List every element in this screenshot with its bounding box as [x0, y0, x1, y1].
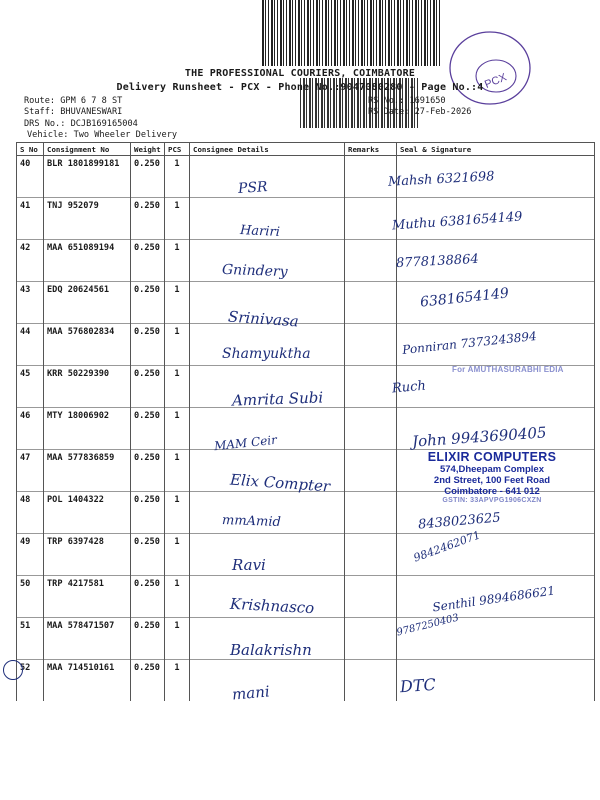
- cell-pcs: 1: [165, 492, 190, 534]
- table-row: [17, 660, 595, 702]
- cell-consignment: MAA 577836859: [44, 450, 131, 492]
- cell-weight: 0.250: [131, 450, 165, 492]
- table-header-row: [17, 143, 595, 156]
- col-pcs: PCS: [165, 143, 190, 156]
- cell-consignment: TNJ 952079: [44, 198, 131, 240]
- signature-handwriting: Muthu 6381654149: [391, 209, 523, 234]
- cell-pcs: 1: [165, 240, 190, 282]
- cell-consignee: [190, 534, 345, 576]
- cell-consignment: MAA 651089194: [44, 240, 131, 282]
- cell-weight: 0.250: [131, 618, 165, 660]
- col-sno: S No: [17, 143, 44, 156]
- cell-remarks: [345, 366, 397, 408]
- elixir-stamp-gst: GSTIN: 33APVPG1906CXZN: [442, 497, 542, 504]
- cell-pcs: 1: [165, 198, 190, 240]
- cell-weight: 0.250: [131, 660, 165, 702]
- cell-sno: 42: [17, 240, 44, 282]
- cell-remarks: [345, 660, 397, 702]
- cell-consignment: TRP 6397428: [44, 534, 131, 576]
- cell-remarks: [345, 576, 397, 618]
- cell-consignment: POL 1404322: [44, 492, 131, 534]
- consignee-handwriting: Hariri: [239, 222, 281, 241]
- cell-sno: 43: [17, 282, 44, 324]
- cell-weight: 0.250: [131, 156, 165, 198]
- col-consignee: Consignee Details: [190, 143, 345, 156]
- cell-sno: 48: [17, 492, 44, 534]
- signature-handwriting: 9842462071: [411, 528, 483, 565]
- cell-weight: 0.250: [131, 534, 165, 576]
- cell-pcs: 1: [165, 576, 190, 618]
- cell-pcs: 1: [165, 450, 190, 492]
- cell-consignment: MAA 714510161: [44, 660, 131, 702]
- rs-number: RS No.: 1691650: [368, 96, 446, 106]
- cell-consignment: MAA 576802834: [44, 324, 131, 366]
- route-label: Route: GPM 6 7 8 ST: [24, 96, 123, 106]
- cell-remarks: [345, 198, 397, 240]
- cell-sno: 50: [17, 576, 44, 618]
- amuthasurabhi-stamp: For AMUTHASURABHI EDIA: [452, 365, 564, 374]
- consignee-handwriting: Gnindery: [221, 261, 288, 281]
- table-row: [17, 534, 595, 576]
- col-remarks: Remarks: [345, 143, 397, 156]
- consignee-handwriting: Srinivasa: [227, 307, 300, 331]
- elixir-computers-stamp: [412, 450, 572, 504]
- cell-consignment: BLR 1801899181: [44, 156, 131, 198]
- signature-handwriting: 8778138864: [395, 251, 480, 272]
- cell-consignment: KRR 50229390: [44, 366, 131, 408]
- cell-weight: 0.250: [131, 324, 165, 366]
- elixir-stamp-name: ELIXIR COMPUTERS: [427, 450, 557, 464]
- runsheet-subtitle: Delivery Runsheet - PCX - Phone No.:9047080280 - Page No.:4: [116, 82, 484, 93]
- drs-label: DRS No.: DCJB169165004: [24, 119, 138, 129]
- consignee-handwriting: PSR: [237, 178, 269, 198]
- table-row: [17, 240, 595, 282]
- rs-date: RS Date: 27-Feb-2026: [368, 107, 472, 117]
- cell-sno: 52: [17, 660, 44, 702]
- cell-pcs: 1: [165, 408, 190, 450]
- vehicle-label: Vehicle: Two Wheeler Delivery: [27, 130, 178, 140]
- cell-weight: 0.250: [131, 408, 165, 450]
- signature-handwriting: Ruch: [391, 378, 427, 397]
- cell-consignment: MAA 578471507: [44, 618, 131, 660]
- cell-pcs: 1: [165, 660, 190, 702]
- consignee-handwriting: Ravi: [232, 556, 266, 574]
- signature-handwriting: Senthil 9894686621: [431, 583, 556, 615]
- company-title: THE PROFESSIONAL COURIERS, COIMBATORE: [184, 68, 416, 79]
- cell-weight: 0.250: [131, 198, 165, 240]
- cell-pcs: 1: [165, 618, 190, 660]
- cell-remarks: [345, 240, 397, 282]
- staff-label: Staff: BHUVANESWARI: [24, 107, 123, 117]
- signature-handwriting: John 9943690405: [411, 423, 548, 451]
- signature-handwriting: 8438023625: [417, 510, 502, 533]
- barcode-top: [262, 0, 440, 66]
- cell-pcs: 1: [165, 366, 190, 408]
- cell-pcs: 1: [165, 282, 190, 324]
- cell-weight: 0.250: [131, 240, 165, 282]
- cell-remarks: [345, 408, 397, 450]
- cell-weight: 0.250: [131, 366, 165, 408]
- signature-handwriting: Mahsh 6321698: [387, 169, 495, 190]
- cell-pcs: 1: [165, 324, 190, 366]
- consignee-handwriting: MAM Ceir: [213, 432, 278, 454]
- pcx-seal-text: PCX: [483, 71, 509, 91]
- cell-sno: 47: [17, 450, 44, 492]
- table-row: [17, 156, 595, 198]
- cell-sno: 45: [17, 366, 44, 408]
- consignee-handwriting: mani: [231, 682, 271, 704]
- cell-weight: 0.250: [131, 576, 165, 618]
- cell-remarks: [345, 450, 397, 492]
- cell-remarks: [345, 534, 397, 576]
- cell-pcs: 1: [165, 534, 190, 576]
- elixir-stamp-line2: 2nd Street, 100 Feet Road: [433, 475, 551, 486]
- cell-sno: 41: [17, 198, 44, 240]
- cell-consignment: MTY 18006902: [44, 408, 131, 450]
- signature-handwriting: Ponniran 7373243894: [401, 328, 538, 358]
- consignee-handwriting: Shamyuktha: [222, 346, 311, 362]
- elixir-stamp-line3: Coimbatore - 641 012: [444, 486, 540, 497]
- runsheet-table: [16, 142, 595, 704]
- pcx-seal-stamp: [440, 20, 540, 110]
- cell-weight: 0.250: [131, 492, 165, 534]
- col-weight: Weight: [131, 143, 165, 156]
- cell-consignment: EDQ 20624561: [44, 282, 131, 324]
- consignee-handwriting: Balakrishn: [230, 641, 312, 659]
- cell-remarks: [345, 492, 397, 534]
- consignee-handwriting: Elix Compter: [229, 470, 331, 496]
- cell-remarks: [345, 282, 397, 324]
- consignee-handwriting: mmAmid: [221, 512, 282, 531]
- cell-sno: 49: [17, 534, 44, 576]
- cell-consignment: TRP 4217581: [44, 576, 131, 618]
- signature-handwriting: 9787250403: [395, 612, 461, 639]
- consignee-handwriting: Amrita Subi: [231, 388, 324, 410]
- col-seal: Seal & Signature: [397, 143, 595, 156]
- cell-remarks: [345, 324, 397, 366]
- cell-sno: 44: [17, 324, 44, 366]
- signature-handwriting: DTC: [399, 674, 437, 697]
- signature-handwriting: 6381654149: [419, 285, 510, 311]
- col-consignment: Consignment No: [44, 143, 131, 156]
- row-52-circle-mark: [3, 660, 23, 680]
- cell-sno: 51: [17, 618, 44, 660]
- consignee-handwriting: Krishnasco: [229, 594, 315, 618]
- cell-remarks: [345, 618, 397, 660]
- cell-pcs: 1: [165, 156, 190, 198]
- cell-sno: 40: [17, 156, 44, 198]
- cell-weight: 0.250: [131, 282, 165, 324]
- cell-sno: 46: [17, 408, 44, 450]
- elixir-stamp-line1: 574,Dheepam Complex: [439, 464, 544, 475]
